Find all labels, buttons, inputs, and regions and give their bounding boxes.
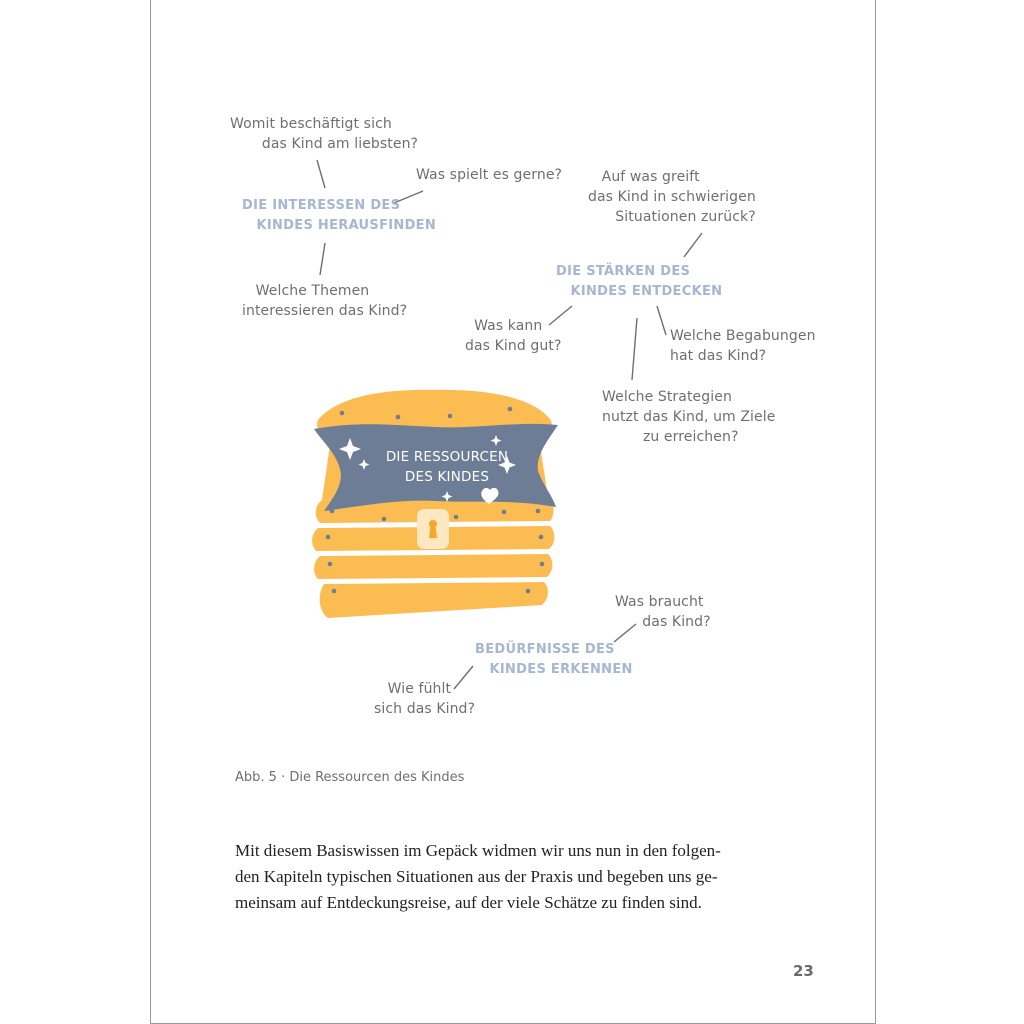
body-paragraph: Mit diesem Basiswissen im Gepäck widmen wir uns nun in den folgen- den Kapiteln typischen Situationen aus der Praxis und begeben uns ge- meinsam auf Entdeckungsreise, auf der viele Schätze zu finden sind. (235, 841, 721, 912)
strengths-question-difficult-situations: Auf was greift das Kind in schwierigen Situationen zurück? (588, 169, 756, 225)
strengths-heading: DIE STÄRKEN DES KINDES ENTDECKEN (556, 264, 723, 299)
connector-line (657, 306, 666, 335)
strengths-question-good-at: Was kann das Kind gut? (465, 318, 562, 354)
figure-caption: Abb. 5 · Die Ressourcen des Kindes (235, 770, 465, 785)
connector-line (320, 243, 325, 275)
connector-line (317, 160, 325, 188)
chest-plank (314, 554, 552, 579)
treasure-chest-illustration (300, 385, 570, 625)
strengths-question-strategies: Welche Strategien nutzt das Kind, um Ziele zu erreichen? (602, 389, 776, 445)
strengths-question-talents: Welche Begabungen hat das Kind? (670, 328, 816, 364)
chest-plank (320, 582, 548, 618)
needs-question-feelings: Wie fühlt sich das Kind? (374, 681, 476, 717)
interests-heading: DIE INTERESSEN DES KINDES HERAUSFINDEN (242, 198, 437, 233)
needs-heading: BEDÜRFNISSE DES KINDES ERKENNEN (475, 642, 633, 677)
connector-line (684, 233, 702, 257)
interests-question-favorite-activity: Womit beschäftigt sich das Kind am liebsten? (230, 116, 419, 152)
interests-question-topics: Welche Themen interessieren das Kind? (242, 283, 408, 319)
needs-question-needs: Was braucht das Kind? (615, 594, 711, 630)
chest-banner-label: DIE RESSOURCEN DES KINDES (385, 449, 509, 485)
page-number: 23 (793, 962, 814, 980)
interests-question-play: Was spielt es gerne? (416, 167, 563, 183)
connector-line (632, 318, 637, 380)
